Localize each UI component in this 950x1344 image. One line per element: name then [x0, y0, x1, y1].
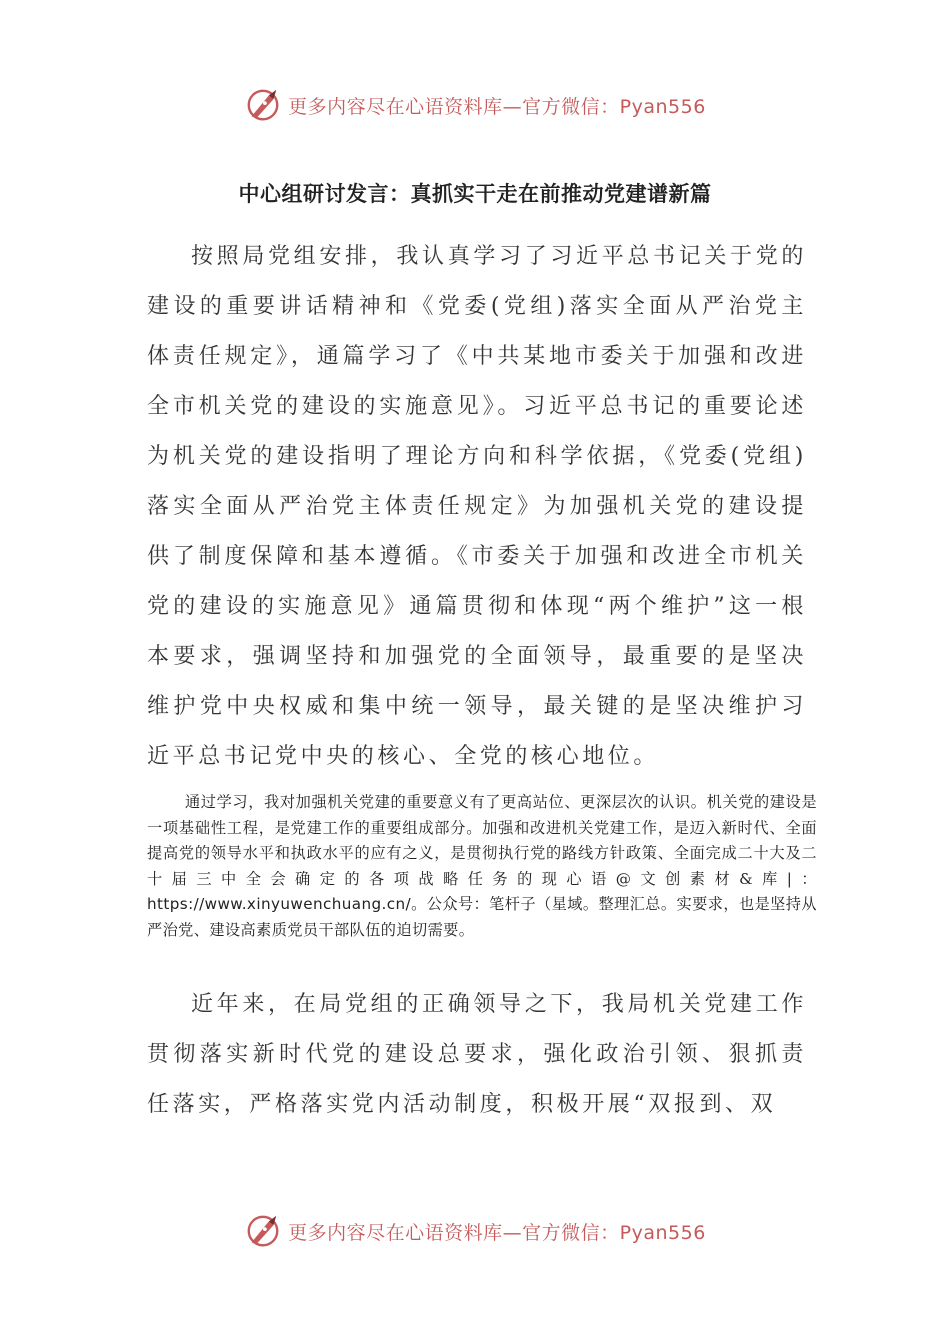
paragraph-2 — [147, 790, 817, 944]
website-link[interactable]: https://www.xinyuwenchuang.cn/ — [147, 895, 412, 914]
paragraph-2-text-b: 。公众号：笔杆子（星域。整理汇总。实要求，也是坚持从严治党、建设高素质党员干部队伍的迫切需要。 — [147, 895, 817, 939]
pen-nib-logo-icon — [244, 1212, 282, 1250]
footer-banner — [0, 1212, 950, 1250]
paragraph-1: 按照局党组安排，我认真学习了习近平总书记关于党的建设的重要讲话精神和《党委(党组)落实全面从严治党主体责任规定》，通篇学习了《中共某地市委关于加强和改进全市机关党的建设的实施意见》。习近平总书记的重要论述为机关党的建设指明了理论方向和科学依据，《党委(党组)落实全面从严治党主体责任规定》为加强机关党的建设提供了制度保障和基本遵循。《市委关于加强和改进全市机关党的建设的实施意见》通篇贯彻和体现“两个维护”这一根本要求，强调坚持和加强党的全面领导，最重要的是坚决维护党中央权威和集中统一领导，最关键的是坚决维护习近平总书记党中央的核心、全党的核心地位。 — [147, 244, 807, 769]
pen-nib-logo-icon — [244, 86, 282, 124]
header-banner — [0, 86, 950, 124]
banner-text: 更多内容尽在心语资料库—官方微信：Pyan556 — [288, 1221, 706, 1244]
banner-text: 更多内容尽在心语资料库—官方微信：Pyan556 — [288, 95, 706, 118]
paragraph-2-text-a: 通过学习，我对加强机关党建的重要意义有了更高站位、更深层次的认识。机关党的建设是一项基础性工程，是党建工作的重要组成部分。加强和改进机关党建工作，是迈入新时代、全面提高党的领导水平和执政水平的应有之义，是贯彻执行党的路线方针政策、全面完成二十大及二十届三中全会确定的各项战略任务的现心语@文创素材&库|： — [147, 793, 817, 888]
page-title: 中心组研讨发言：真抓实干走在前推动党建谱新篇 — [238, 182, 712, 206]
paragraph-3: 近年来，在局党组的正确领导之下，我局机关党建工作贯彻落实新时代党的建设总要求，强化政治引领、狠抓责任落实，严格落实党内活动制度，积极开展“双报到、双 — [147, 992, 807, 1117]
